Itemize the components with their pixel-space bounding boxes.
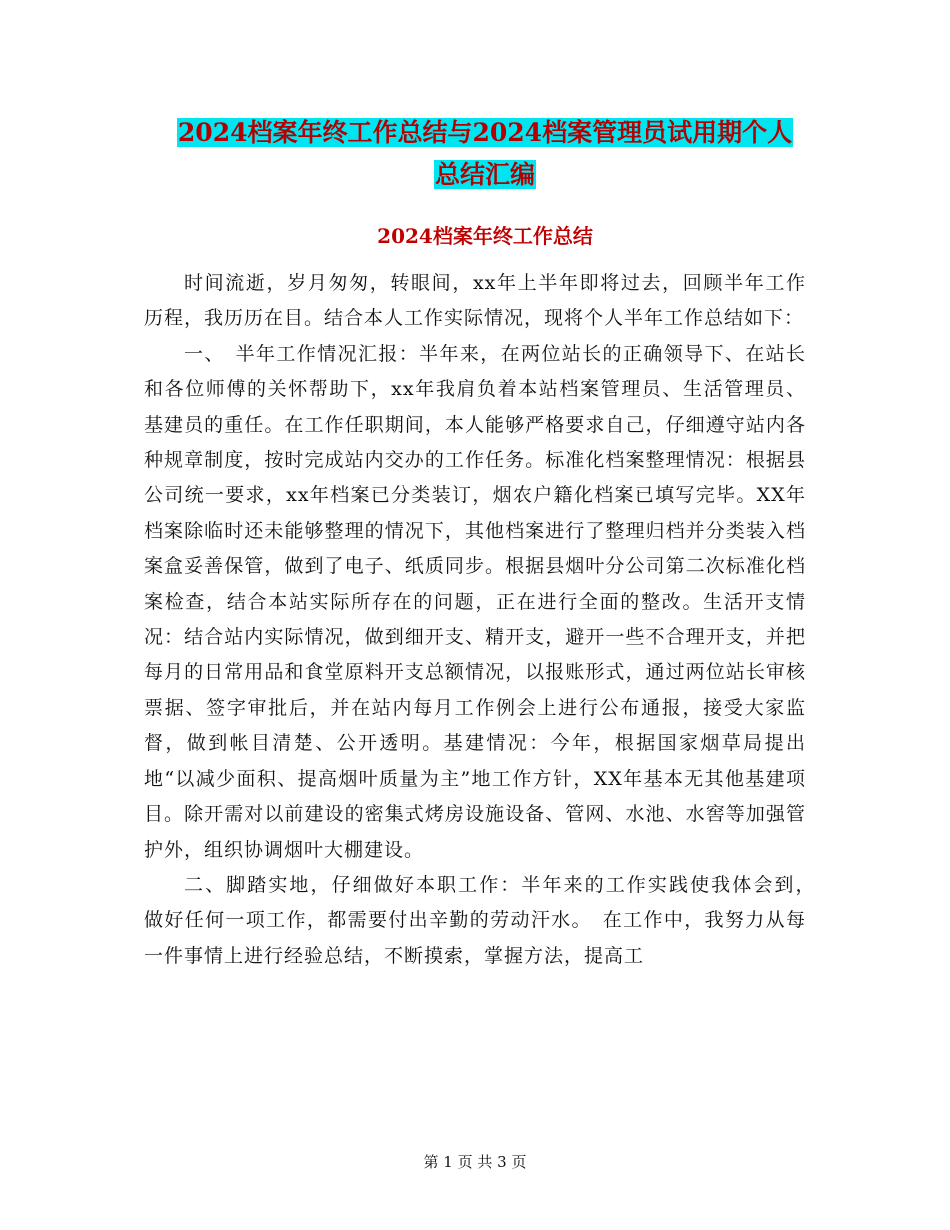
document-title xyxy=(140,112,830,196)
title-line-2: 总结汇编 xyxy=(434,160,535,189)
document-body xyxy=(144,266,827,974)
page-footer: 第 1 页 共 3 页 xyxy=(423,1153,527,1171)
paragraph-intro: 时间流逝，岁月匆匆，转眼间，xx年上半年即将过去，回顾半年工作历程，我历历在目。结合本人工作实际情况，现将个人半年工作总结如下： xyxy=(144,272,806,330)
section-title: 2024档案年终工作总结 xyxy=(377,224,593,248)
paragraph-section-two: 二、脚踏实地，仔细做好本职工作：半年来的工作实践使我体会到， 做好任何一项工作，都需要付出辛勤的劳动汗水。 在工作中，我努力从每一件事情上进行经验总结，不断摸索，掌握方法，提高工 xyxy=(144,873,827,967)
title-line-1: 2024档案年终工作总结与2024档案管理员试用期个人 xyxy=(177,118,793,147)
paragraph-section-one: 一、 半年工作情况汇报：半年来，在两位站长的正确领导下、在站长和各位师傅的关怀帮助下，xx年我肩负着本站档案管理员、生活管理员、基建员的重任。在工作任职期间，本人能够严格要求自己，仔细遵守站内各种规章制度，按时完成站内交办的工作任务。标准化档案整理情况：根据县公司统一要求，xx年档案已分类装订，烟农户籍化档案已填写完毕。XX年档案除临时还未能够整理的情况下，其他档案进行了整理归档并分类装入档案盒妥善保管，做到了电子、纸质同步。根据县烟叶分公司第二次标准化档案检查，结合本站实际所存在的问题，正在进行全面的整改。生活开支情况：结合站内实际情况，做到细开支、精开支，避开一些不合理开支，并把每月的日常用品和食堂原料开支总额情况，以报账形式，通过两位站长审核票据、签字审批后，并在站内每月工作例会上进行公布通报，接受大家监督，做到帐目清楚、公开透明。基建情况：今年，根据国家烟草局提出地“以减少面积、提高烟叶质量为主”地工作方针，XX年基本无其他基建项目。除开需对以前建设的密集式烤房设施设备、管网、水池、水窖等加强管护外，组织协调烟叶大棚建设。 xyxy=(144,342,806,861)
